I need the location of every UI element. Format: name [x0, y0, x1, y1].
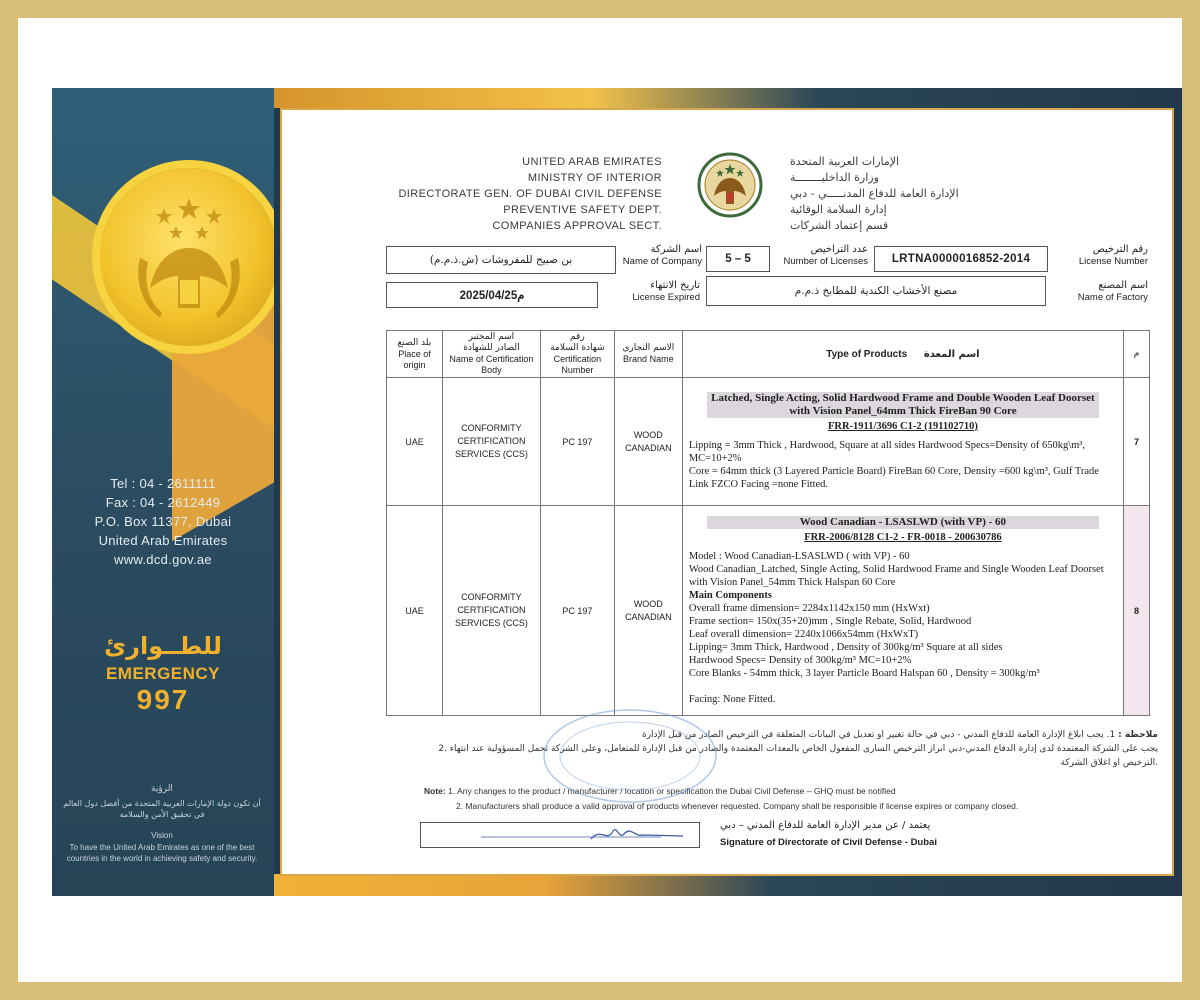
emergency-label: EMERGENCY: [105, 664, 221, 683]
table-row: [387, 378, 1150, 506]
bottom-decorative-bar: [274, 874, 1182, 896]
product-detail: Core = 64mm thick (3 Layered Particle Board) FireBan 60 Core, Density =600 kg\m³, Gulf Trade Link FZCO Facing =none Fitted.: [688, 466, 1099, 490]
company-label: اسم الشركة Name of Company: [622, 244, 702, 267]
product-reference: FRR-1911/3696 C1-2 (191102710): [827, 421, 978, 432]
header-certification-body: اسم المختبر الصادر للشهادة Name of Certification Body: [442, 331, 540, 378]
licenses-label: عدد التراخيص Number of Licenses: [783, 244, 868, 267]
product-detail: Wood Canadian_Latched, Single Acting, Solid Hardwood Frame and Single Wooden Leaf Doorset with Vision Panel_54mm Thick Halspan 60 Core: [688, 563, 1104, 588]
vision-arabic-title: الرؤية: [151, 784, 173, 794]
product-detail: Core Blanks - 54mm thick, 3 layer Particle Board Halspan 60 , Density = 300kg/m³: [688, 667, 1040, 679]
certification-body-cell: CONFORMITY CERTIFICATION SERVICES (CCS): [442, 378, 540, 506]
product-detail: Leaf overall dimension= 2240x1066x54mm (HxWxT): [688, 628, 919, 640]
vision-english-text: To have the United Arab Emirates as one of the best countries in the world in achieving safety and security.: [66, 843, 258, 863]
tel-text: Tel : 04 - 2611111: [110, 476, 216, 491]
signature-box: [420, 822, 700, 848]
product-detail: Hardwood Specs= Density of 300kg/m³ MC=10+2%: [688, 654, 912, 666]
row-index: 8: [1124, 506, 1150, 716]
website-text: www.dcd.gov.ae: [114, 552, 212, 567]
civil-defense-emblem-icon: [100, 168, 274, 346]
product-detail: Frame section= 150x(35+20)mm , Single Rebate, Solid, Hardwood: [688, 615, 972, 627]
country-text: United Arab Emirates: [98, 533, 228, 548]
product-description-cell: [682, 506, 1123, 716]
signature-english: Signature of Directorate of Civil Defense - Dubai: [720, 837, 937, 848]
product-description-cell: [682, 378, 1123, 506]
product-detail: Model : Wood Canadian-LSASLWD ( with VP) - 60: [688, 550, 910, 562]
header-english: UNITED ARAB EMIRATES MINISTRY OF INTERIOR DIRECTORATE GEN. OF DUBAI CIVIL DEFENSE PREVENTIVE SAFETY DEPT. COMPANIES APPROVAL SECT.: [398, 156, 662, 232]
header-arabic: الإمارات العربية المتحدة وزارة الداخليــــــــة الإدارة العامة للدفاع المدنـــــي - دبي إدارة السلامة الوقائية قسم إعتماد الشركات: [790, 155, 959, 232]
license-document: [280, 108, 1174, 876]
products-table: [386, 330, 1150, 716]
header-origin: بلد الصنع Place of origin: [387, 331, 443, 378]
product-title: Wood Canadian - LSASLWD (with VP) - 60: [707, 516, 1099, 529]
table-row: [387, 506, 1150, 716]
header-product-type: Type of Products اسم المعدة: [682, 331, 1123, 378]
scanned-page: [18, 18, 1182, 982]
expiry-date-field: 2025/04/25م: [386, 282, 598, 308]
header-certification-number: رقم شهادة السلامة Certification Number: [540, 331, 614, 378]
brand-cell: WOOD CANADIAN: [614, 378, 682, 506]
vision-english-title: Vision: [151, 831, 173, 840]
product-detail: Overall frame dimension= 2284x1142x150 mm (HxWxt): [688, 602, 930, 614]
fax-text: Fax : 04 - 2612449: [105, 495, 221, 510]
vision-arabic-text: أن تكون دولة الإمارات العربية المتحدة من أفضل دول العالم في تحقيق الأمن والسلامة: [63, 799, 261, 819]
license-number-field: LRTNA0000016852-2014: [874, 246, 1048, 272]
factory-label: اسم المصنع Name of Factory: [1077, 280, 1148, 303]
header-brand: الاسم التجاري Brand Name: [614, 331, 682, 378]
origin-cell: UAE: [387, 378, 443, 506]
side-panel: [52, 88, 274, 896]
certification-number-cell: PC 197: [540, 378, 614, 506]
expiry-label: تاريخ الانتهاء License Expired: [632, 280, 700, 303]
certificate: [52, 88, 1182, 896]
product-reference: FRR-2006/8128 C1-2 - FR-0018 - 200630786: [804, 531, 1002, 543]
emergency-arabic: للطــوارئ: [104, 632, 222, 660]
brand-cell: WOOD CANADIAN: [614, 506, 682, 716]
table-header-row: [387, 331, 1150, 378]
product-detail: Facing: None Fitted.: [688, 693, 776, 705]
official-stamp-icon: [540, 706, 720, 806]
header-index: م: [1124, 331, 1150, 378]
certification-body-cell: CONFORMITY CERTIFICATION SERVICES (CCS): [442, 506, 540, 716]
signature-icon: [421, 823, 699, 847]
product-detail: Lipping= 3mm Thick, Hardwood , Density of 300kg/m³ Square at all sides: [688, 641, 1003, 653]
product-title: Latched, Single Acting, Solid Hardwood Frame and Double Wooden Leaf Doorset with Vision Panel_64mm Thick FireBan 90 Core: [707, 392, 1099, 418]
emergency-number: 997: [136, 684, 190, 715]
license-number-label: رقم الترخيص License Number: [1078, 244, 1148, 267]
product-detail: Main Components: [688, 589, 772, 601]
arabic-notes: ملاحظة : 1. يجب ابلاغ الإدارة العامة للدفاع المدني - دبي في حالة تغيير او تعديل في البيانات المتعلقة في الترخيص الصادر من قبل الإدارة 2. يجب على الشركة المعتمدة لدى إدارة الدفاع المدني-دبي ابراز الترخيص السارى المفعول الخاص بالمعدات المعتمدة والصادر من قبل الإدارة للمتعامل، وعلى الشركة تحمل المسؤولية عند انتهاء الترخيص او اغلاق الشركة.: [438, 730, 1158, 768]
signature-arabic: يعتمد / عن مدير الإدارة العامة للدفاع المدني – دبي: [720, 820, 931, 831]
top-decorative-bar: [274, 88, 1182, 108]
factory-name-field: مصنع الأخشاب الكندية للمطابخ ذ.م.م: [706, 276, 1046, 306]
row-index: 7: [1124, 378, 1150, 506]
product-detail: [689, 680, 1117, 693]
english-notes: Note: 1. Any changes to the product / manufacturer / location or specification the Dubai Civil Defense – GHQ must be notified 2. Manufacturers shall produce a valid approval of products whenever requested. Company shall be responsible if license expires or company closed.: [424, 786, 1019, 811]
product-detail: Lipping = 3mm Thick , Hardwood, Square at all sides Hardwood Specs=Density of 650kg\m³, MC=10+2%: [688, 440, 1086, 464]
ministry-seal-icon: [697, 152, 763, 220]
licenses-count-field: 5 – 5: [706, 246, 770, 272]
po-box-text: P.O. Box 11377, Dubai: [94, 514, 232, 529]
company-name-field: بن صبيح للمفروشات (ش.ذ.م.م): [386, 246, 616, 274]
origin-cell: UAE: [387, 506, 443, 716]
certification-number-cell: PC 197: [540, 506, 614, 716]
